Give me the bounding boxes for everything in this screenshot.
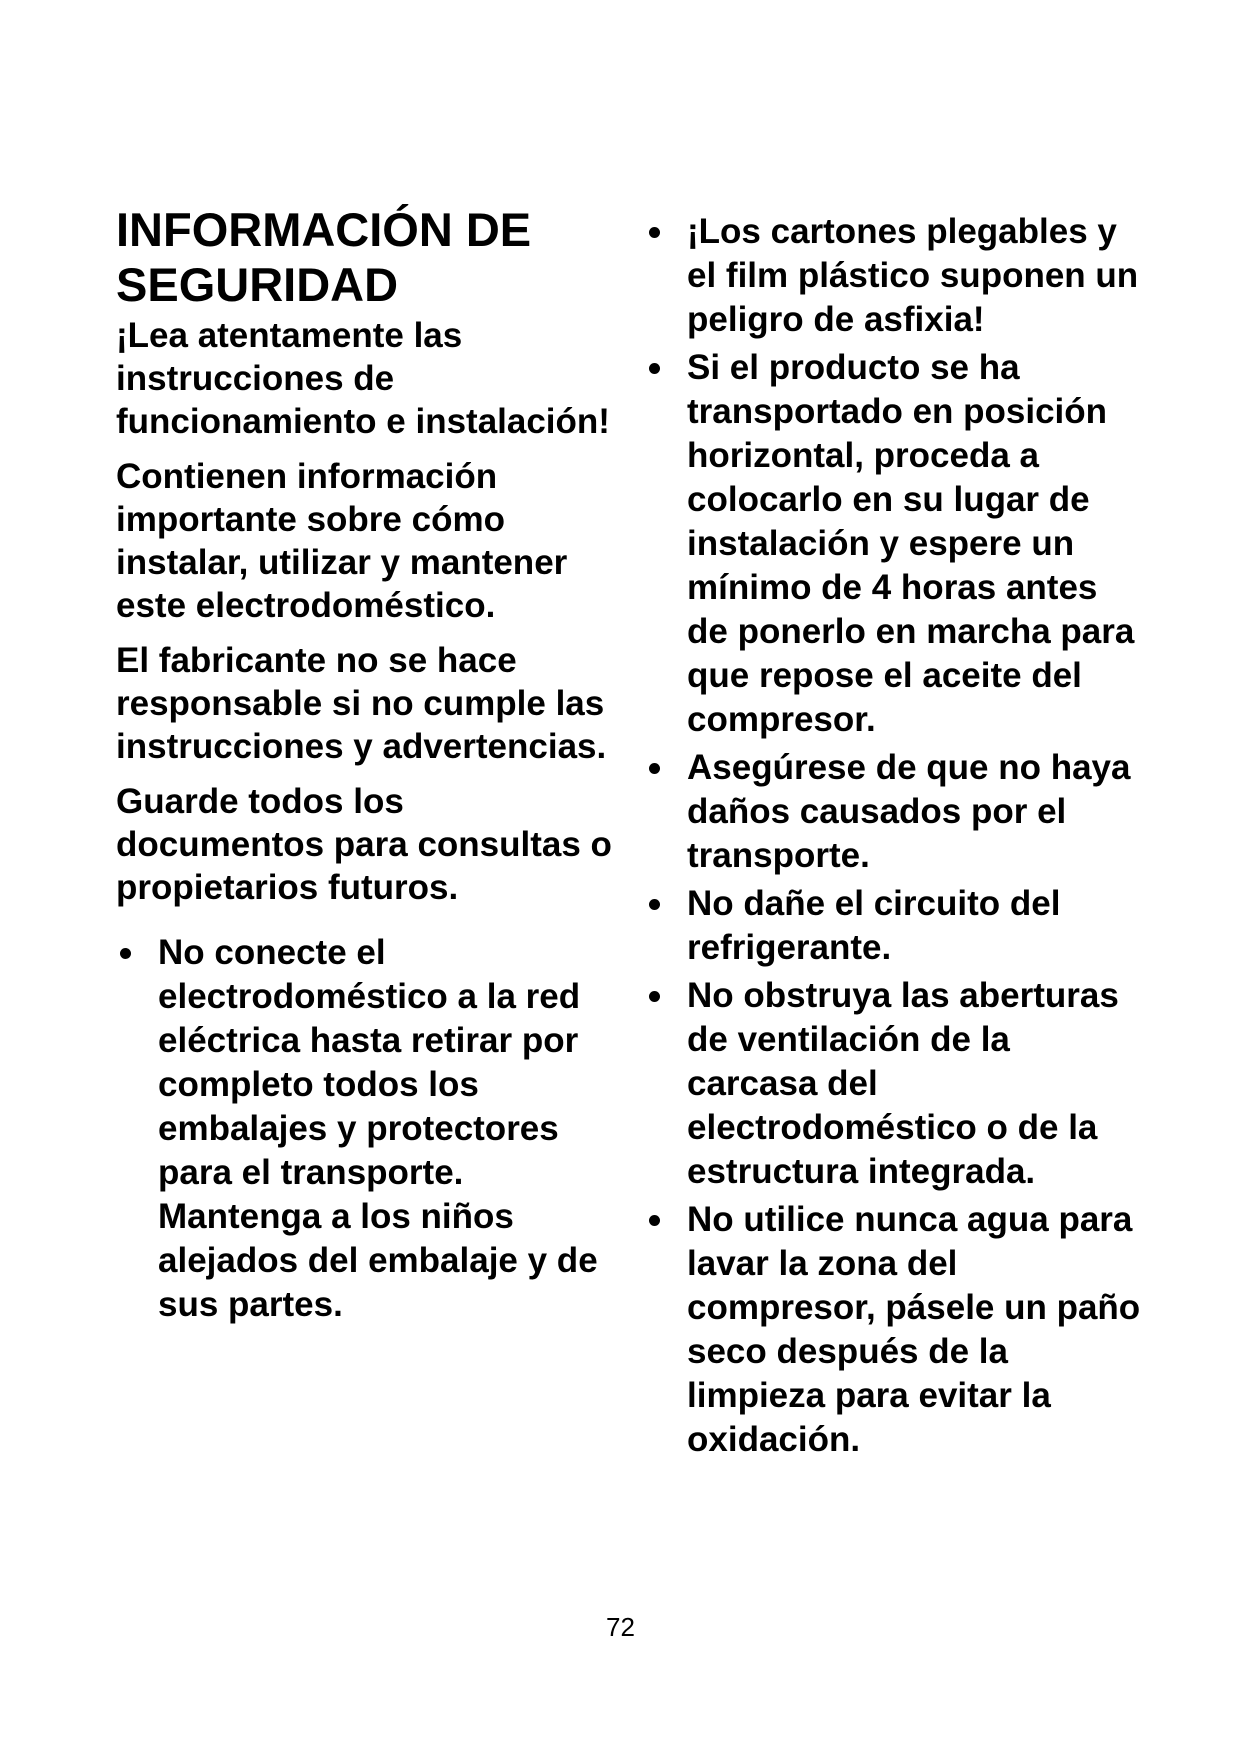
section-title: INFORMACIÓN DE SEGURIDAD: [116, 203, 532, 311]
bullet-icon: [649, 227, 660, 238]
list-item: [645, 346, 1145, 742]
list-item-text: Si el producto se ha transportado en posición horizontal, proceda a colocarlo en su lugar de instalación y espere un mínimo de 4 horas antes de ponerlo en marcha para que repose el aceite del compresor.: [687, 348, 1135, 739]
bullet-icon: [649, 899, 660, 910]
intro-paragraph-contents: Contienen información importante sobre cómo instalar, utilizar y mantener este electrodoméstico.: [116, 457, 568, 625]
list-item-text: No dañe el circuito del refrigerante.: [687, 884, 1061, 967]
right-bullet-list: [645, 210, 1145, 1462]
list-item-text: No obstruya las aberturas de ventilación de la carcasa del electrodoméstico o de la estructura integrada.: [687, 976, 1119, 1191]
bullet-icon: [649, 991, 660, 1002]
bullet-icon: [120, 948, 131, 959]
list-item-text: Asegúrese de que no haya daños causados por el transporte.: [687, 748, 1131, 875]
intro-paragraph-keep-documents: Guarde todos los documentos para consultas o propietarios futuros.: [116, 782, 612, 907]
list-item-text: No utilice nunca agua para lavar la zona del compresor, pásele un paño seco después de la limpieza para evitar la oxidación.: [687, 1200, 1141, 1459]
bullet-icon: [649, 763, 660, 774]
left-bullet-list: [116, 931, 616, 1327]
list-item: [645, 210, 1145, 342]
list-item-text: ¡Los cartones plegables y el film plástico suponen un peligro de asfixia!: [687, 212, 1139, 339]
intro-paragraph-read-instructions: ¡Lea atentamente las instrucciones de funcionamiento e instalación!: [116, 316, 610, 441]
list-item: [645, 746, 1145, 878]
intro-paragraph-liability: El fabricante no se hace responsable si no cumple las instrucciones y advertencias.: [116, 641, 607, 766]
bullet-icon: [649, 1215, 660, 1226]
list-item: [116, 931, 616, 1327]
left-column: [116, 202, 616, 1331]
bullet-icon: [649, 363, 660, 374]
page-number: 72: [606, 1612, 635, 1642]
list-item: [645, 1198, 1145, 1462]
list-item: [645, 882, 1145, 970]
list-item: [645, 974, 1145, 1194]
right-column: [645, 210, 1145, 1466]
list-item-text: No conecte el electrodoméstico a la red eléctrica hasta retirar por completo todos los embalajes y protectores para el transporte. Mantenga a los niños alejados del embalaje y de sus partes.: [158, 933, 598, 1324]
